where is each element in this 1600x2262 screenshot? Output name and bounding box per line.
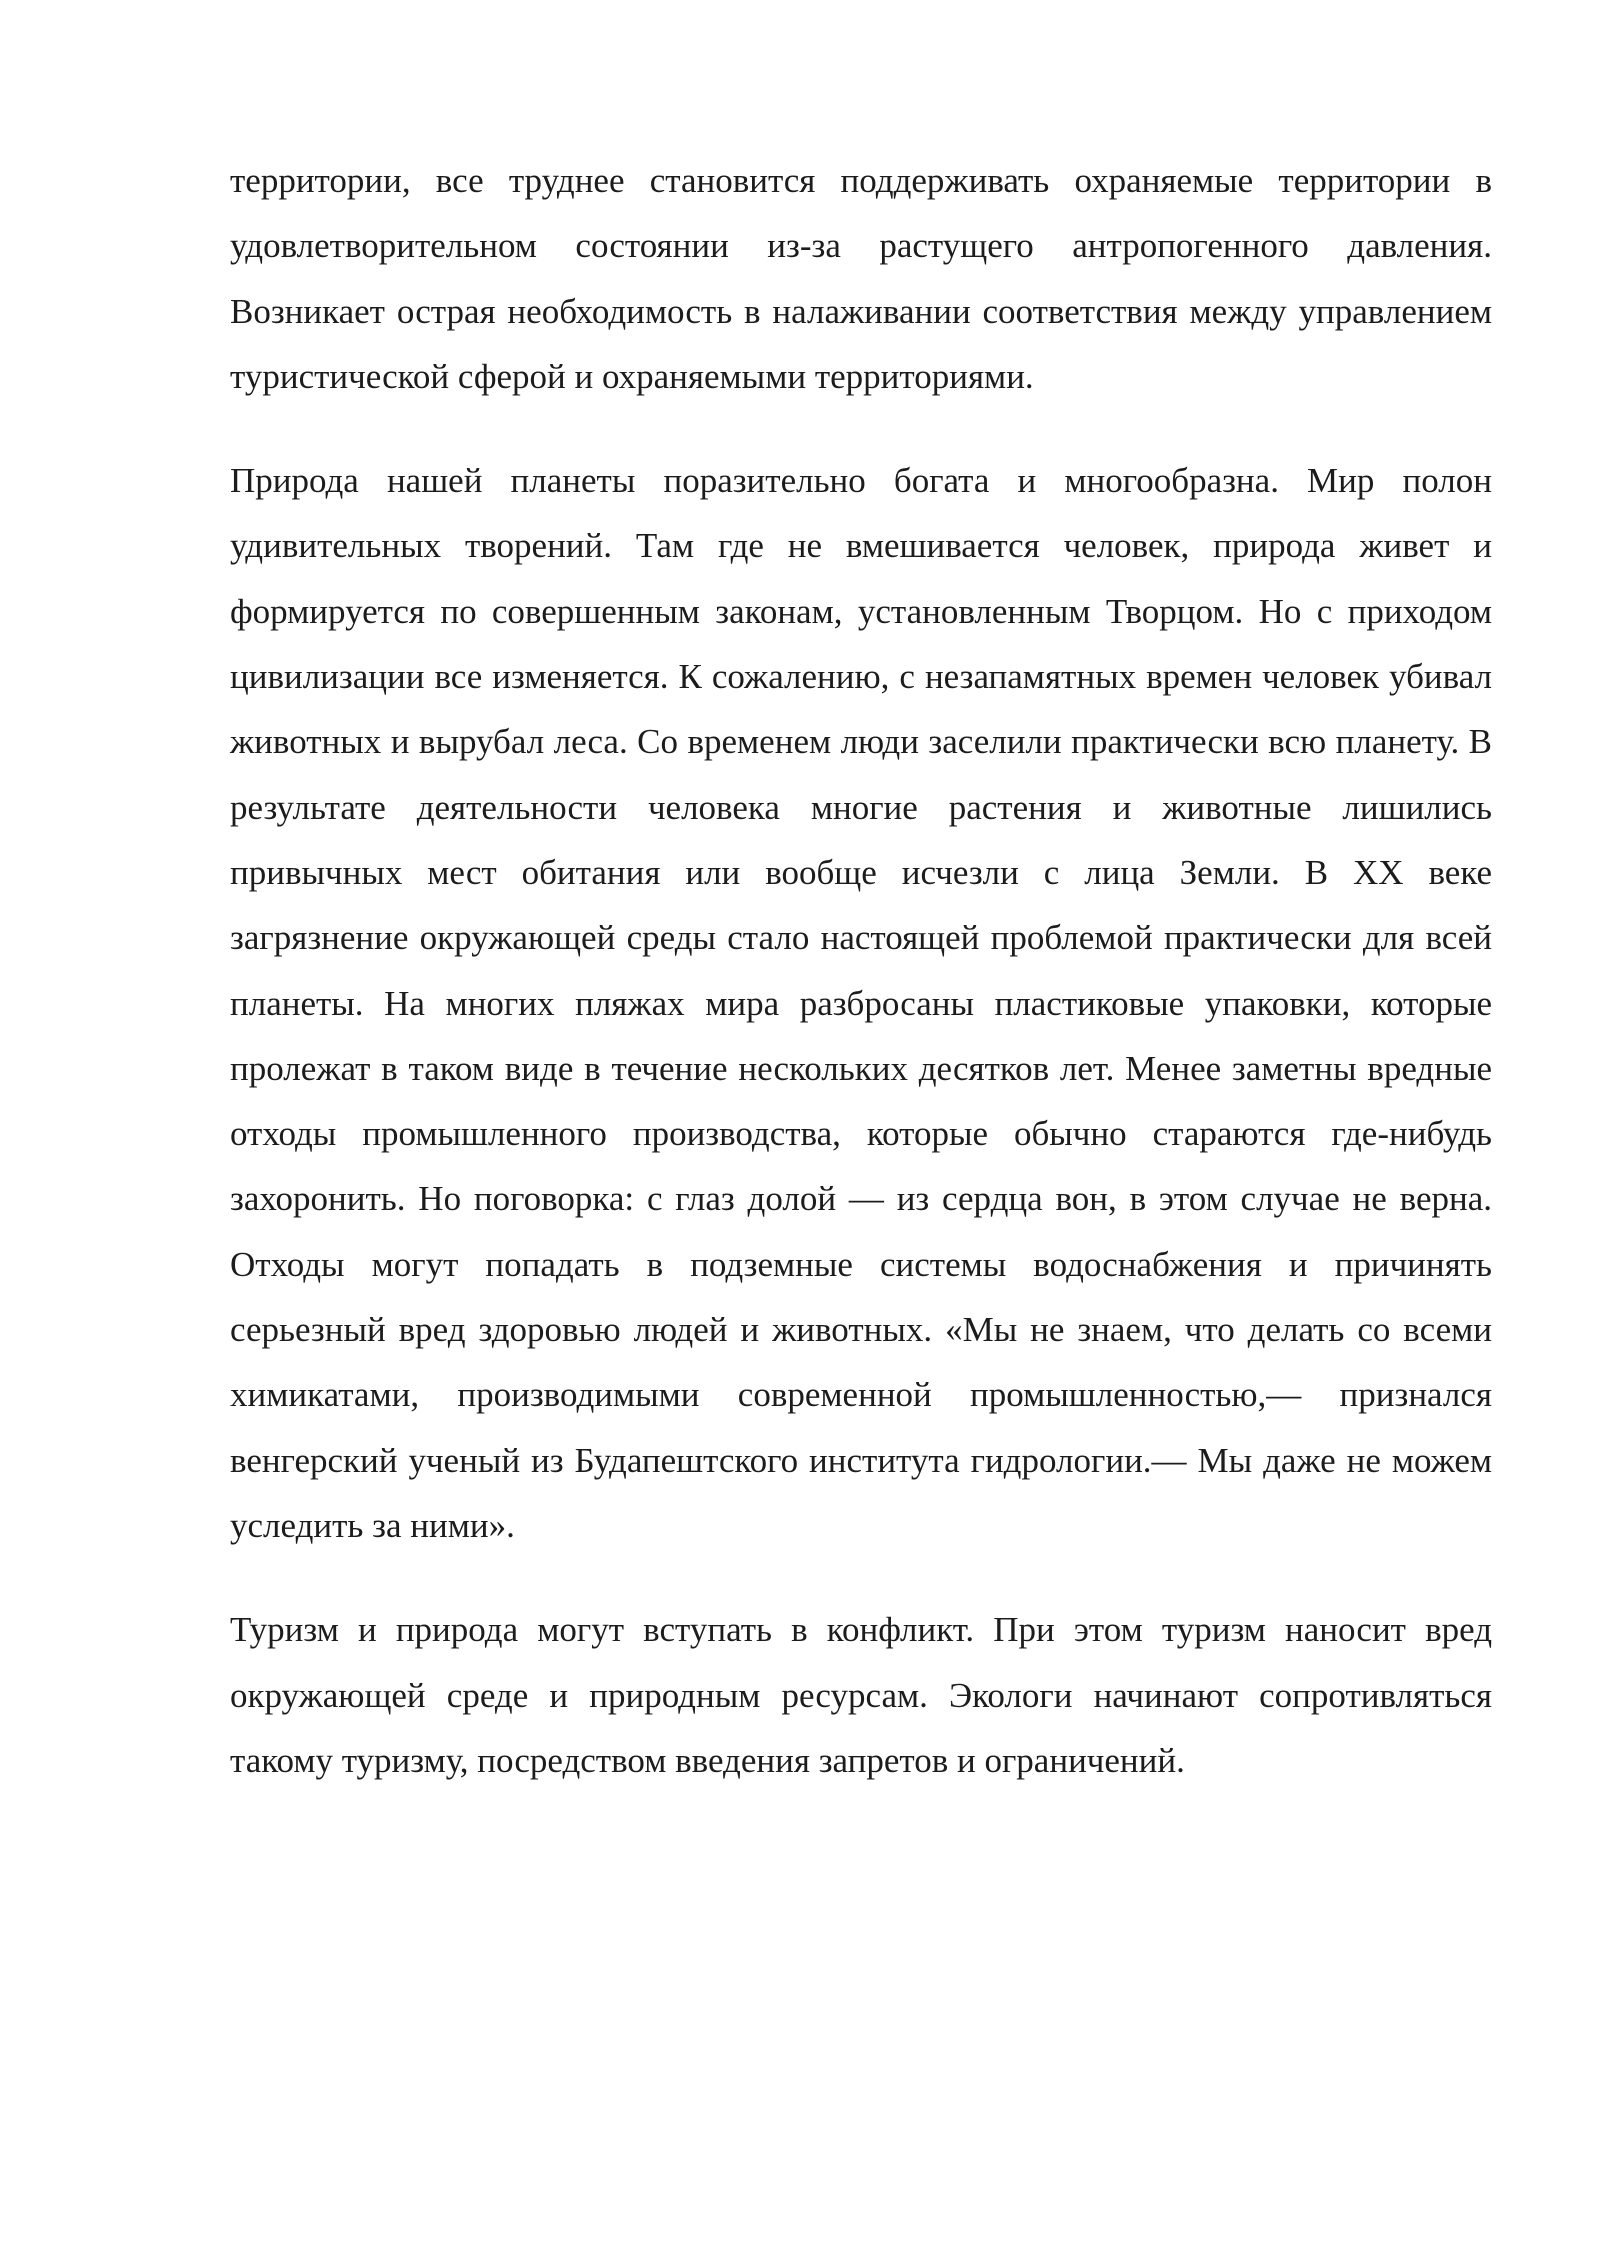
- document-body: [230, 148, 1492, 1793]
- paragraph-tourism-conflict: Туризм и природа могут вступать в конфликт. При этом туризм наносит вред окружающей среде и природным ресурсам. Экологи начинают сопротивляться такому туризму, посредством введения запретов и ограничений.: [230, 1610, 1492, 1780]
- paragraph-nature-and-pollution: Природа нашей планеты поразительно богата и многообразна. Мир полон удивительных творений. Там где не вмешивается человек, природа живет и формируется по совершенным законам, установленным Творцом. Но с приходом цивилизации все изменяется. К сожалению, с незапамятных времен человек убивал животных и вырубал леса. Со временем люди заселили практически всю планету. В результате деятельности человека многие растения и животные лишились привычных мест обитания или вообще исчезли с лица Земли. В XX веке загрязнение окружающей среды стало настоящей проблемой практически для всей планеты. На многих пляжах мира разбросаны пластиковые упаковки, которые пролежат в таком виде в течение нескольких десятков лет. Менее заметны вредные отходы промышленного производства, которые обычно стараются где-нибудь захоронить. Но поговорка: с глаз долой — из сердца вон, в этом случае не верна. Отходы могут попадать в подземные системы водоснабжения и причинять серьезный вред здоровью людей и животных. «Мы не знаем, что делать со всеми химикатами, производимыми современной промышленностью,— признался венгерский ученый из Будапештского института гидрологии.— Мы даже не можем уследить за ними».: [230, 461, 1492, 1545]
- paragraph-protected-areas: территории, все труднее становится поддерживать охраняемые территории в удовлетворительном состоянии из-за растущего антропогенного давления. Возникает острая необходимость в налаживании соответствия между управлением туристической сферой и охраняемыми территориями.: [230, 161, 1492, 396]
